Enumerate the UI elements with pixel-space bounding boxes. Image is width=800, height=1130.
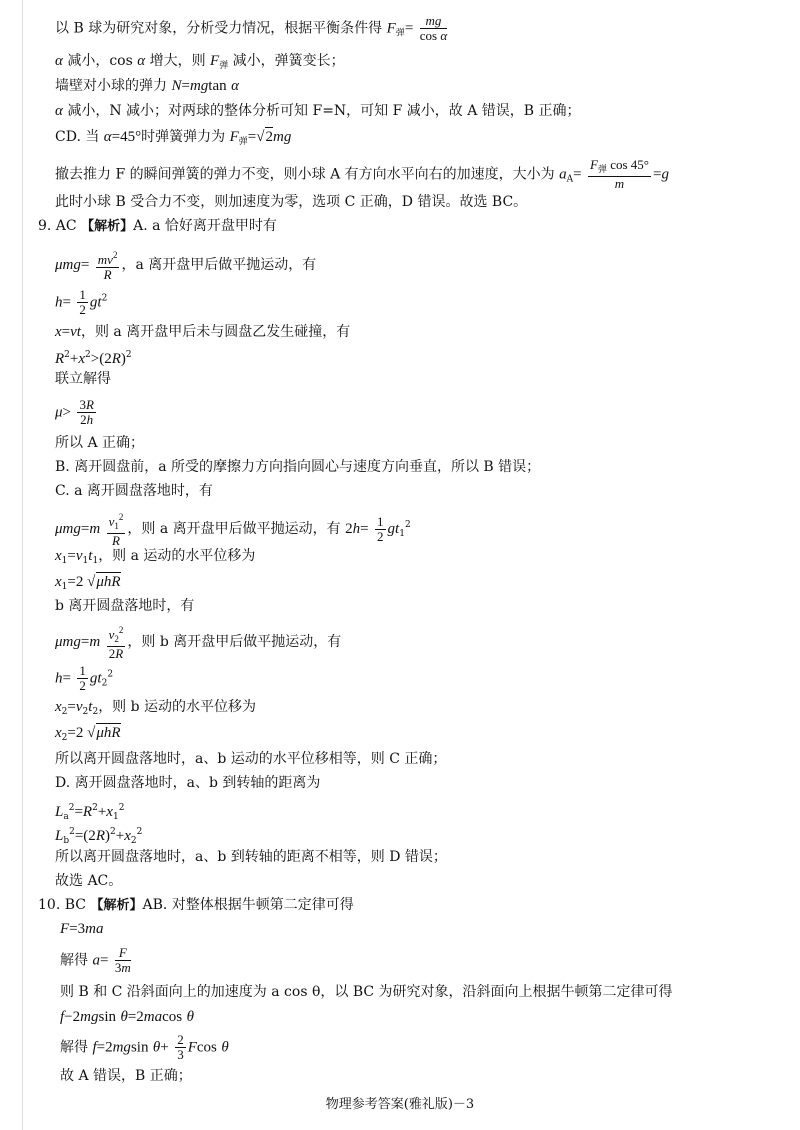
line-34: 解得 a= $\frac{F}{3m}$ bbox=[60, 945, 131, 975]
line-6: 撤去推力 F 的瞬间弹簧的弹力不变，则小球 A 有方向水平向右的加速度，大小为 $a_A=$ $F_弹$ cos 45° m =g bbox=[55, 157, 669, 191]
line-18: μmg=m $\frac{v_1^2}{R}$ ，则 a 离开盘甲后做平抛运动，有 2h= $\frac{1}{2}$ $gt_1^2$ bbox=[55, 512, 411, 548]
line-10: h= $\frac{1}{2}$ $gt^2$ bbox=[55, 287, 108, 317]
line-27: D. 离开圆盘落地时，a、b 到转轴的距离为 bbox=[55, 775, 321, 791]
line-30: 所以离开圆盘落地时，a、b 到转轴的距离不相等，则 D 错误； bbox=[55, 849, 447, 865]
line-7: 此时小球 B 受合力不变，则加速度为零，选项 C 正确，D 错误。故选 BC。 bbox=[55, 194, 528, 210]
line-5: CD. 当 α=45°时弹簧弹力为 $F_弹=√2mg$ bbox=[55, 129, 292, 147]
line-17: C. a 离开圆盘落地时，有 bbox=[55, 483, 213, 499]
question-9-header: 9. AC 【解析】A. a 恰好离开盘甲时有 bbox=[38, 218, 277, 234]
line-38: 故 A 错误，B 正确； bbox=[60, 1068, 192, 1084]
line-13: 联立解得 bbox=[55, 371, 111, 387]
line-11: x=vt，则 a 离开盘甲后未与圆盘乙发生碰撞，有 bbox=[55, 324, 351, 340]
line-21: b 离开圆盘落地时，有 bbox=[55, 598, 195, 614]
line-23: h= $\frac{1}{2}$ $gt_2^2$ bbox=[55, 663, 114, 693]
line-37: 解得 f=2mgsin θ+ $\frac{2}{3}$ Fcos θ bbox=[60, 1032, 229, 1062]
line-31: 故选 AC。 bbox=[55, 873, 123, 889]
line-25: $x_2=2$ √μhR bbox=[55, 725, 121, 743]
line-20: $x_1=2$ √μhR bbox=[55, 574, 121, 592]
line-14: μ> $\frac{3R}{2h}$ bbox=[55, 397, 94, 427]
line-35: 则 B 和 C 沿斜面向上的加速度为 a cos θ，以 BC 为研究对象，沿斜面向上根据牛顿第二定律可得 bbox=[60, 984, 673, 1000]
line-9: μmg= $\frac{mv^2}{R}$ ，a 离开盘甲后做平抛运动，有 bbox=[55, 250, 317, 282]
fraction: $\frac{mg}{\text{cos α}}$ bbox=[419, 13, 448, 43]
line-19: $x_1=v_1t_1$，则 a 运动的水平位移为 bbox=[55, 548, 256, 566]
line-26: 所以离开圆盘落地时，a、b 运动的水平位移相等，则 C 正确； bbox=[55, 751, 447, 767]
line-1: 以 B 球为研究对象，分析受力情况，根据平衡条件得 $F_弹=$ $\frac{mg}{\text{cos α}}$ bbox=[55, 13, 448, 43]
line-22: μmg=m $\frac{v_2^2}{2R}$ ，则 b 离开盘甲后做平抛运动，有 bbox=[55, 625, 342, 661]
scan-edge bbox=[22, 0, 23, 1130]
line-3: 墙壁对小球的弹力 N=mgtan α bbox=[55, 78, 239, 94]
line-16: B. 离开圆盘前，a 所受的摩擦力方向指向圆心与速度方向垂直，所以 B 错误； bbox=[55, 459, 541, 475]
line-33: F=3ma bbox=[60, 921, 104, 937]
line-24: $x_2=v_2t_2$，则 b 运动的水平位移为 bbox=[55, 699, 257, 717]
page-footer: 物理参考答案(雅礼版)－3 bbox=[325, 1097, 475, 1112]
line-29: $L_b^2=(2R)^2+x_2^2$ bbox=[55, 827, 143, 846]
line-2: α 减小，cos α 增大，则 $F_弹$ 减小，弹簧变长； bbox=[55, 53, 345, 71]
line-15: 所以 A 正确； bbox=[55, 435, 145, 451]
line-12: $R^2+x^2>(2R)^2$ bbox=[55, 350, 132, 367]
question-10-header: 10. BC 【解析】AB. 对整体根据牛顿第二定律可得 bbox=[38, 897, 354, 913]
line-36: f−2mgsin θ=2macos θ bbox=[60, 1009, 194, 1025]
line-4: α 减小，N 减小；对两球的整体分析可知 F=N，可知 F 减小，故 A 错误，B 正确； bbox=[55, 103, 581, 119]
line-28: $L_a^2=R^2+x_1^2$ bbox=[55, 803, 125, 822]
